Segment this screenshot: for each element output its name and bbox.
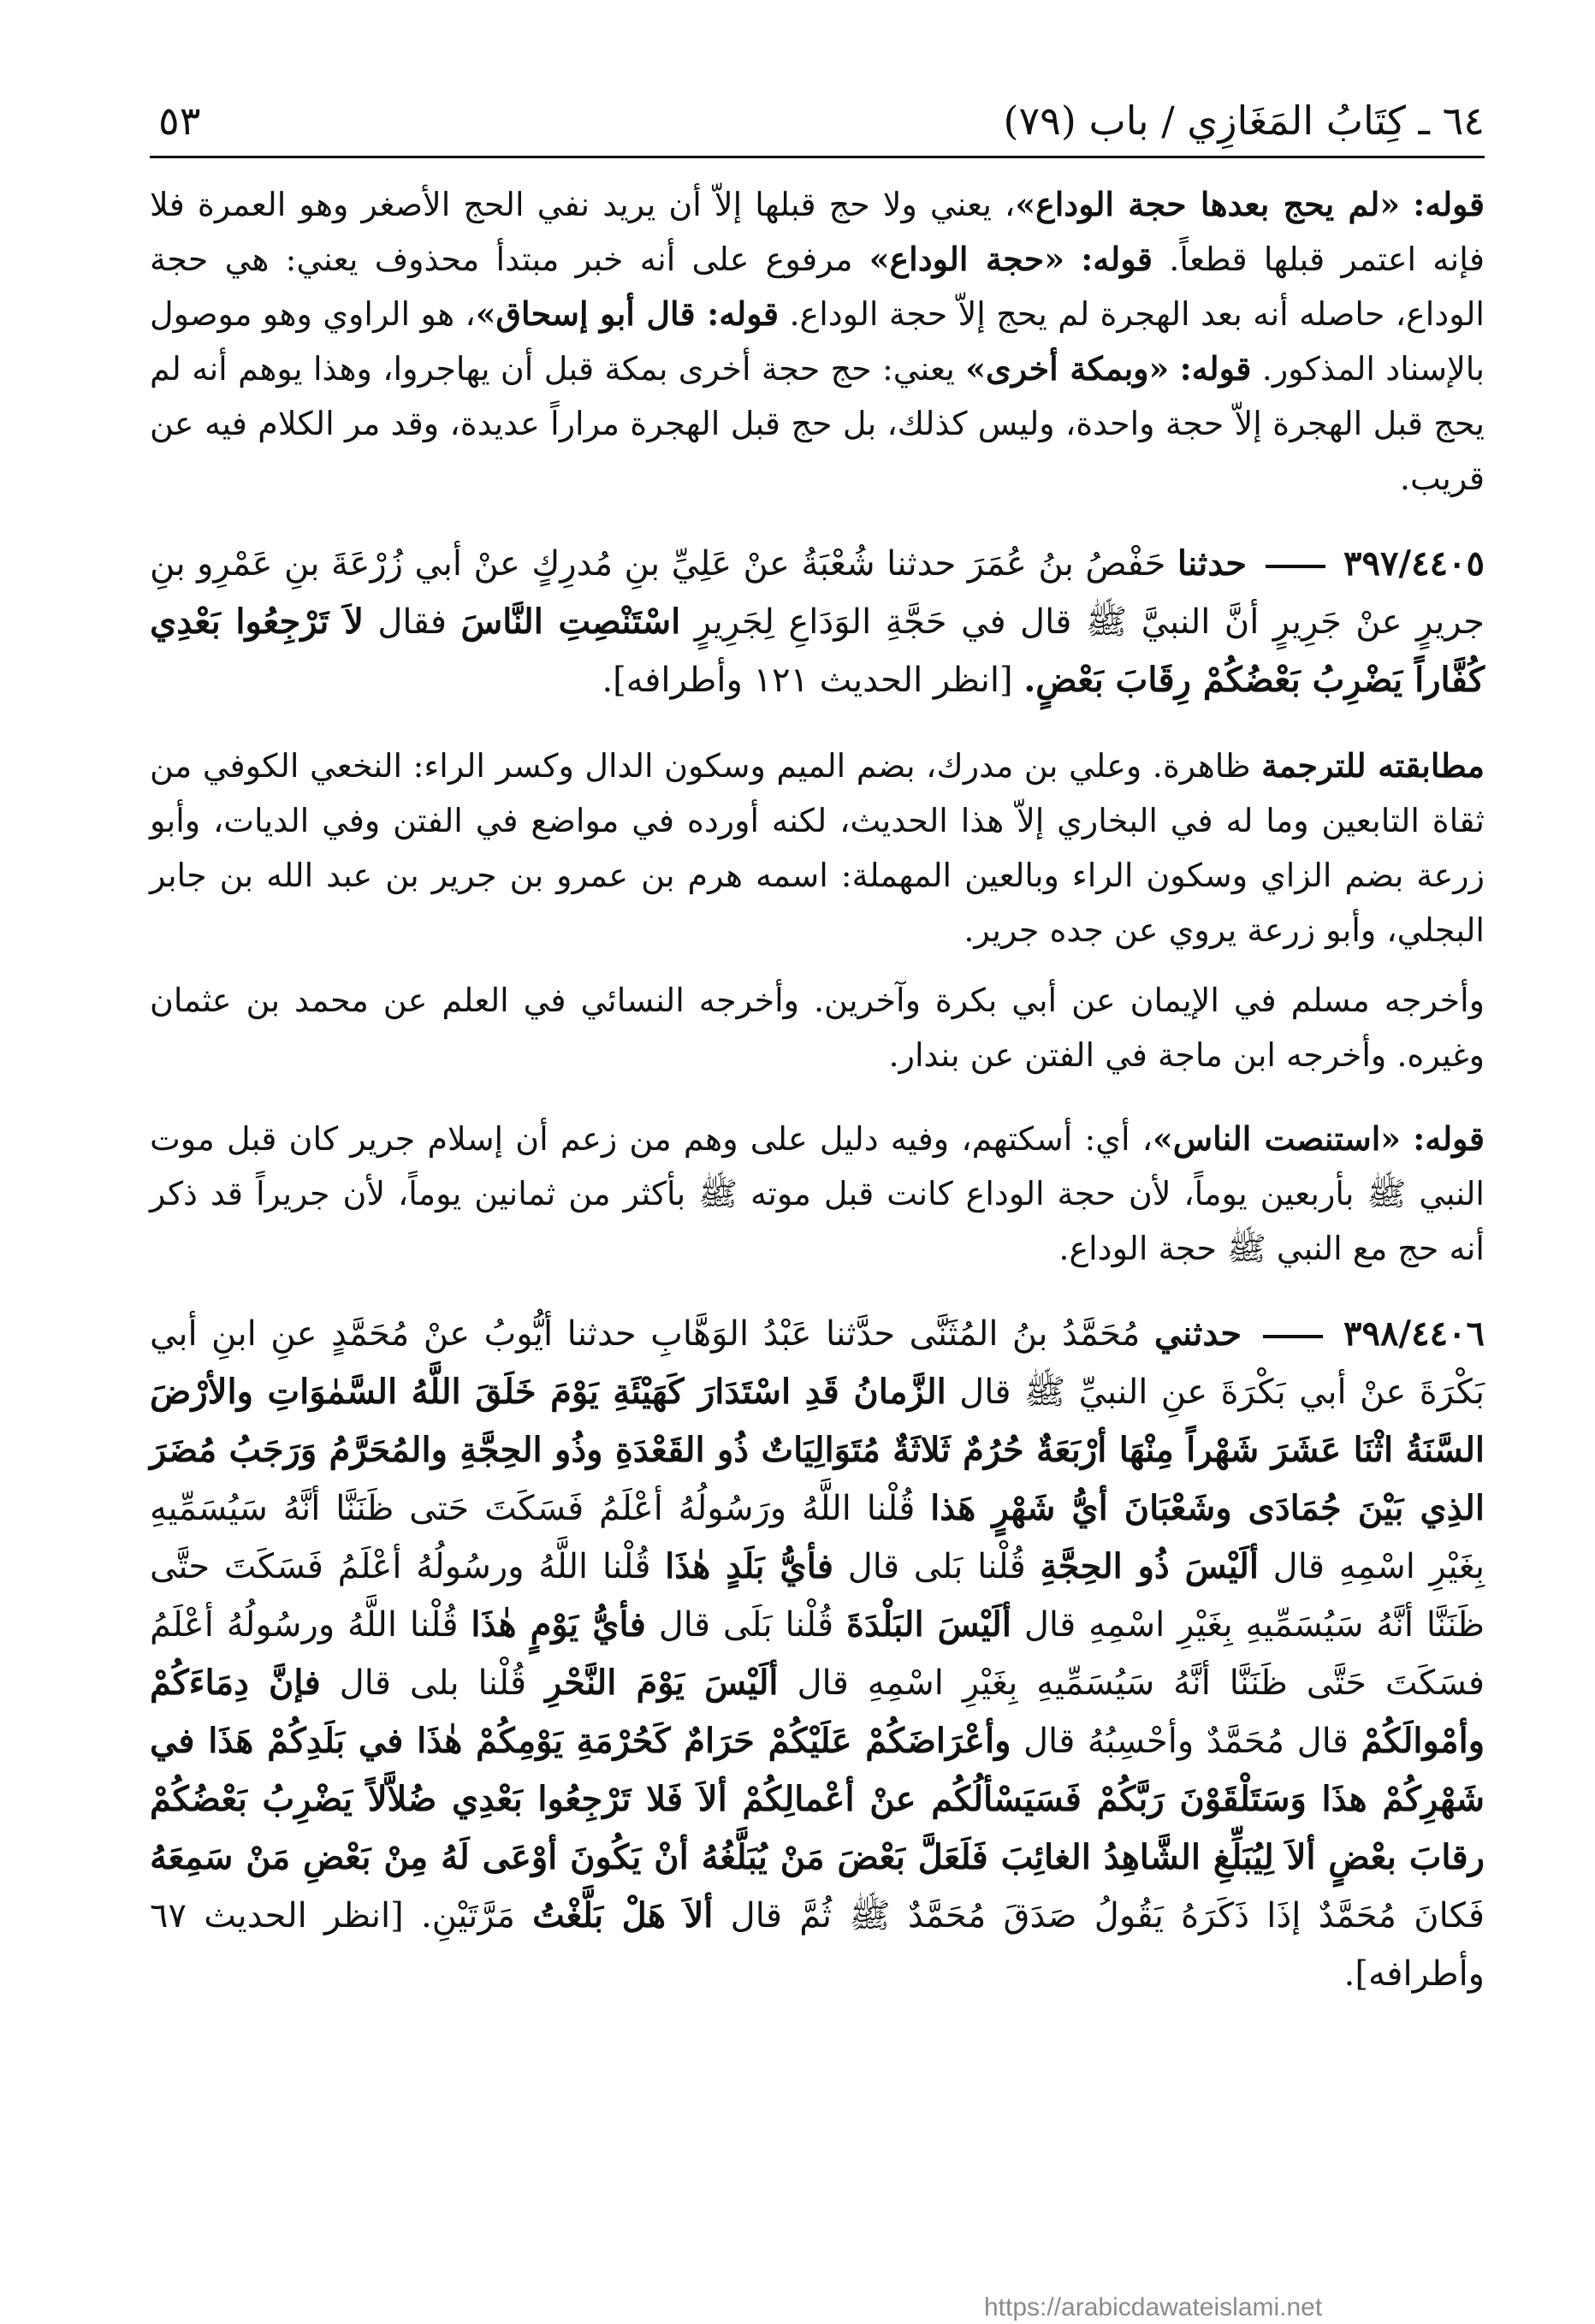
commentary-paragraph-2: [150, 738, 1485, 957]
label-mutabaqa: مطابقته للترجمة: [1261, 746, 1485, 785]
matn: وأعْرَاضَكُمْ عَلَيْكُمْ حَرَامٌ كَحُرْمَةِ يَوْمِكُمْ هٰذَا في بَلَدِكُمْ هَذَا في شَهْرِكُمْ هذَا وَسَتَلْقَوْنَ رَبَّكُمْ فَسَيَسْألُكُم عنْ أعْمالِكُمْ ألاَ فَلا تَرْجِعُوا بَعْدِي ضُلاَّلاً يَضْرِبُ بَعْضُكُمْ رقابَ بعْضٍ ألاَ لِيُبَلِّغِ الشَّاهِدُ الغائِبَ فَلَعَلَّ بَعْضَ مَنْ يُبَلَّغُهُ أنْ يَكُونَ أوْعَى لَهُ مِنْ بَعْضِ مَنْ سَمِعَهُ: [150, 1721, 1485, 1877]
quote-abu-ishaq: قوله: قال أبو إسحاق»: [475, 294, 780, 333]
matn: فإنَّ دِمَاءَكُمْ وأمْوالَكُمْ: [150, 1663, 1485, 1761]
isnad: حَفْصُ بنُ عُمَرَ حدثنا شُعْبَةُ عنْ عَلِيِّ بنِ مُدرِكٍ عنْ أبي زُرْعَةَ بنِ عَمْرِو بنِ جريرٍ عنْ جَرِيرٍ أنَّ النبيَّ ﷺ قال في حَجَّةِ الوَدَاعِ لِجَرِيرٍ: [150, 544, 1485, 642]
matn: فأيُّ يَوْمٍ هٰذَا: [471, 1604, 646, 1645]
matn: فأيُّ بَلَدٍ هٰذَا: [665, 1546, 834, 1586]
cross-reference: [انظر الحديث ١٢١ وأطرافه].: [602, 661, 1013, 700]
separator-dash: [1266, 565, 1325, 568]
text: ، يعني ولا حج قبلها إلاّ أن يريد نفي الحج الأصغر وهو العمرة فلا فإنه اعتمر قبلها قطعاً.: [150, 186, 1485, 278]
text: فقال: [377, 602, 447, 642]
hadith-lead: حدثني: [1153, 1313, 1242, 1354]
chapter-title: ٦٤ ـ كِتَابُ المَغَازِي / باب (٧٩): [1003, 98, 1485, 144]
text: قُلْنا بلى قال: [339, 1663, 527, 1703]
quote-istansit: «استنصت الناس»: [1153, 1119, 1402, 1158]
text: ظاهرة. وعلي بن مدرك، بضم الميم وسكون الدال وكسر الراء: النخعي الكوفي من ثقاة التابعين وما له في البخاري إلاّ هذا الحديث، لكنه أورده في مواضع في الفتن وفي الديات، وأبو زرعة بضم الزاي وسكون الراء وبالعين المهملة: اسمه هرم بن عمرو بن جرير بن عبد الله بن جابر البجلي، وأبو زرعة يروي عن جده جرير.: [150, 747, 1485, 949]
hadith-number: ٣٩٧/٤٤٠٥: [1343, 543, 1485, 584]
separator-dash: [1263, 1335, 1323, 1338]
hadith-398: [150, 1305, 1485, 2003]
commentary-paragraph-4: [150, 1112, 1485, 1276]
text: مرفوع على أنه خبر مبتدأ محذوف يعني: هي حجة الوداع، حاصله أنه بعد الهجرة لم يحج إلاّ حجة الوداع.: [150, 240, 1485, 333]
matn: اسْتَنْصِتِ النَّاسَ: [460, 602, 681, 642]
page-header: [150, 94, 1485, 158]
text: ، أي: أسكتهم، وفيه دليل على وهم من زعم أن إسلام جرير كان قبل موت النبي ﷺ بأربعين يوماً، لأن حجة الوداع كانت قبل موته ﷺ بأكثر من ثمانين يوماً، لأن جريراً قد ذكر أنه حج مع النبي ﷺ حجة الوداع.: [150, 1120, 1485, 1267]
quote-hajjat-alwada: «حجة الوداع»: [869, 240, 1064, 278]
watermark-url: https://arabicdawateislami.net: [984, 2293, 1323, 2321]
matn: ألَيْسَ ذُو الحِجَّةِ: [1040, 1546, 1259, 1586]
matn: ألاَ هَلْ بَلَّغْتُ: [532, 1895, 714, 1936]
hadith-lead: حدثنا: [1177, 543, 1248, 584]
label-qawluhu: قوله:: [1081, 240, 1153, 278]
text: قُلْنا اللَّهُ ورسُولُهُ أعْلَمُ فَسَكَتَ حتَّى ظَنَنَّا أنَّهُ سَيُسَمِّيهِ بِغَيْرِ اسْمِهِ قال: [150, 1547, 1485, 1645]
commentary-paragraph-1: [150, 177, 1485, 506]
quote-wa-bimakkata: «وبمكة أخرى»: [965, 349, 1170, 388]
commentary-paragraph-3: [150, 973, 1485, 1082]
text: قُلْنا بَلَى قال: [658, 1605, 834, 1645]
label-qawluhu: قوله:: [1179, 349, 1252, 388]
text: مَرَّتَيْنِ.: [421, 1896, 515, 1936]
hadith-number: ٣٩٨/٤٤٠٦: [1343, 1313, 1485, 1354]
text: ، هو الراوي وهو موصول بالإسناد المذكور.: [150, 295, 1485, 388]
book-page: [150, 94, 1485, 2019]
text: وأخرجه مسلم في الإيمان عن أبي بكرة وآخرين. وأخرجه النسائي في العلم عن محمد بن عثمان وغيره. وأخرجه ابن ماجة في الفتن عن بندار.: [150, 981, 1485, 1074]
hadith-397: [150, 535, 1485, 709]
quote-lam-yahujj: «لم يحج بعدها حجة الوداع»: [1015, 185, 1401, 223]
matn: لاَ تَرْجِعُوا بَعْدِي كُفَّاراً يَضْرِبُ بَعْضُكُمْ رِقَابَ بَعْضٍ.: [150, 602, 1485, 700]
isnad: مُحَمَّدُ بنُ المُثَنَّى حدَّثنا عَبْدُ الوَهَّابِ حدثنا أيُّوبُ عنْ مُحَمَّدٍ عنِ ابنِ أبي بَكْرَةَ عنْ أبي بَكْرَةَ عنِ النبيِّ ﷺ قال: [150, 1314, 1485, 1412]
label-qawluhu: قوله:: [1413, 1119, 1485, 1158]
matn: ألَيْسَ يَوْمَ النَّحْرِ: [545, 1663, 779, 1703]
matn: الزَّمانُ قَدِ اسْتَدَارَ كَهَيْئَةِ يَوْمَ خَلَقَ اللَّهُ السَّمٰوَاتِ والأرْضَ السَّنَةُ اثْنَا عَشَرَ شَهْراً مِنْهَا أرْبَعَةٌ حُرُمٌ ثَلاثَةٌ مُتَوَالِيَاتٌ ذُو القَعْدَةِ وذُو الحِجَّةِ والمُحَرَّمُ وَرَجَبُ مُضَرَ الذِي بَيْنَ جُمَادَى وشَعْبَانَ أيُّ شَهْرٍ هَذا: [150, 1372, 1485, 1528]
text: يعني: حج حجة أخرى بمكة قبل أن يهاجروا، وهذا يوهم أنه لم يحج قبل الهجرة إلاّ حجة واحدة، وليس كذلك، بل حج قبل الهجرة مراراً عديدة، وقد مر الكلام فيه عن قريب.: [150, 350, 1485, 497]
cross-reference: [انظر الحديث ٦٧ وأطرافه].: [150, 1896, 1485, 1994]
text: قُلْنا بَلى قال: [847, 1547, 1026, 1586]
matn: ألَيْسَ البَلْدَةَ: [845, 1604, 1011, 1645]
label-qawluhu: قوله:: [1413, 185, 1485, 223]
text: فَكانَ مُحَمَّدٌ إذَا ذَكَرَهُ يَقُولُ صَدَقَ مُحَمَّدٌ ﷺ ثُمَّ قال: [730, 1896, 1485, 1936]
page-body: [150, 177, 1485, 2003]
text: قُلْنا اللَّهُ ورسُولُهُ أعْلَمُ فسَكَتَ حَتَّى ظَنَنَّا أنَّهُ سَيُسَمِّيهِ بِغَيْرِ اسْمِهِ قال: [150, 1605, 1485, 1703]
text: قُلْنا اللَّهُ ورَسُولُهُ أعْلَمُ فَسَكَتَ حَتى ظَنَنَّا أنَّهُ سَيُسَمِّيهِ بِغَيْرِ اسْمِهِ قال: [150, 1489, 1485, 1586]
text: قال مُحَمَّدٌ وأحْسِبُهُ قال: [1023, 1722, 1349, 1761]
page-number: ٥٣: [158, 98, 201, 144]
